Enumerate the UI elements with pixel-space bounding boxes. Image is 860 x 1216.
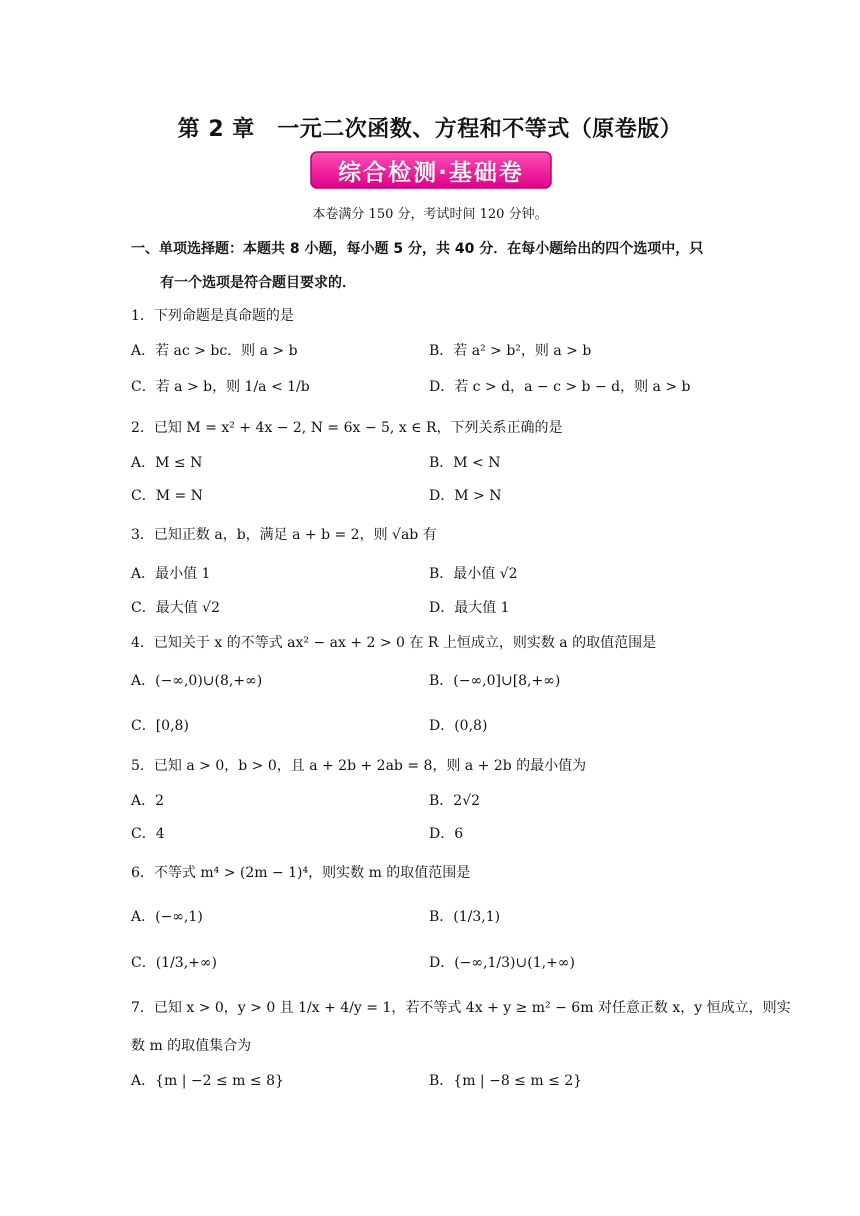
- question-2-option-c: C．M = N: [131, 488, 203, 504]
- question-5-option-c: C．4: [131, 826, 165, 842]
- question-2-option-a: A．M ≤ N: [131, 455, 203, 471]
- section-heading-line2: 有一个选项是符合题目要求的．: [160, 275, 356, 291]
- question-7-stem: 7．已知 x > 0，y > 0 且 1/x + 4/y = 1，若不等式 4x + y ≥ m² − 6m 对任意正数 x，y 恒成立，则实: [131, 1000, 791, 1016]
- question-5-option-b: B．2√2: [429, 793, 481, 809]
- banner-text: 综合检测·基础卷: [338, 159, 524, 186]
- section-heading-line1: 一、单项选择题：本题共 8 小题，每小题 5 分，共 40 分．在每小题给出的四个选项中，只: [131, 241, 704, 257]
- question-1-stem: 1．下列命题是真命题的是: [131, 308, 294, 324]
- question-7-option-b: B．{m | −8 ≤ m ≤ 2}: [429, 1073, 583, 1089]
- question-6-option-a: A．(−∞,1): [131, 909, 203, 925]
- question-7-option-a: A．{m | −2 ≤ m ≤ 8}: [131, 1073, 284, 1089]
- question-6-option-b: B．(1/3,1): [429, 909, 501, 925]
- question-3-option-c: C．最大值 √2: [131, 600, 220, 616]
- question-4-stem: 4．已知关于 x 的不等式 ax² − ax + 2 > 0 在 R 上恒成立，则实数 a 的取值范围是: [131, 635, 657, 651]
- question-4-option-d: D．(0,8): [429, 718, 488, 734]
- question-4-option-a: A．(−∞,0)∪(8,+∞): [131, 673, 263, 689]
- exam-info: 本卷满分 150 分，考试时间 120 分钟。: [312, 207, 548, 222]
- question-4-option-b: B．(−∞,0]∪[8,+∞): [429, 673, 561, 689]
- question-1-option-b: B．若 a² > b²，则 a > b: [429, 343, 592, 359]
- question-6-option-d: D．(−∞,1/3)∪(1,+∞): [429, 955, 575, 971]
- question-3-option-d: D．最大值 1: [429, 600, 510, 616]
- question-3-stem: 3．已知正数 a，b，满足 a + b = 2，则 √ab 有: [131, 527, 437, 543]
- question-1-option-a: A．若 ac > bc．则 a > b: [131, 343, 298, 359]
- question-4-option-c: C．[0,8): [131, 718, 189, 734]
- question-2-stem: 2．已知 M = x² + 4x − 2, N = 6x − 5, x ∈ R，下列关系正确的是: [131, 420, 563, 436]
- question-5-option-a: A．2: [131, 793, 165, 809]
- question-3-option-b: B．最小值 √2: [429, 566, 518, 582]
- question-5-option-d: D．6: [429, 826, 464, 842]
- question-7-stem-continued: 数 m 的取值集合为: [131, 1038, 252, 1054]
- question-2-option-b: B．M < N: [429, 455, 501, 471]
- page-title: 第 2 章 一元二次函数、方程和不等式（原卷版）: [177, 117, 683, 142]
- question-6-option-c: C．(1/3,+∞): [131, 955, 218, 971]
- question-6-stem: 6．不等式 m⁴ > (2m − 1)⁴，则实数 m 的取值范围是: [131, 865, 471, 881]
- question-2-option-d: D．M > N: [429, 488, 502, 504]
- question-5-stem: 5．已知 a > 0，b > 0，且 a + 2b + 2ab = 8，则 a + 2b 的最小值为: [131, 758, 587, 774]
- question-1-option-d: D．若 c > d，a − c > b − d，则 a > b: [429, 379, 691, 395]
- exam-type-banner: [310, 151, 552, 189]
- question-3-option-a: A．最小值 1: [131, 566, 211, 582]
- question-1-option-c: C．若 a > b，则 1/a < 1/b: [131, 379, 310, 395]
